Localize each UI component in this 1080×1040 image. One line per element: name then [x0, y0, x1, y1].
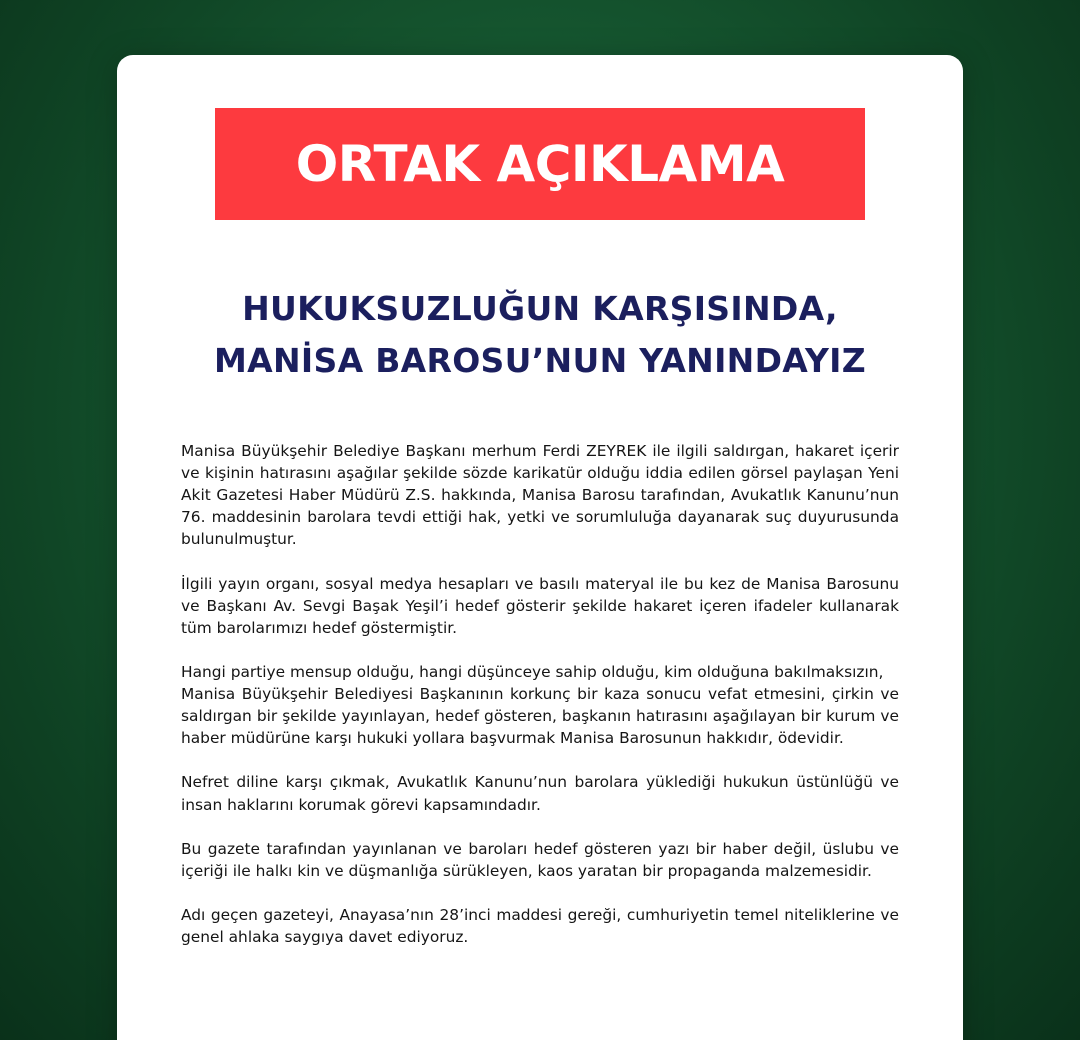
paragraph-6: Adı geçen gazeteyi, Anayasa’nın 28’inci maddesi gereği, cumhuriyetin temel niteliklerine ve genel ahlaka saygıya davet ediyoruz.: [181, 905, 899, 947]
headline-line-2: MANİSA BAROSU’NUN YANINDAYIZ: [214, 341, 866, 380]
paragraph-3: [181, 661, 899, 749]
headline: [117, 283, 963, 387]
paragraph-3-line-2: Manisa Büyükşehir Belediyesi Başkanının korkunç bir kaza sonucu vefat etmesini, çirkin ve saldırgan bir şekilde yayınlayan, hedef gösteren, başkanın hatırasını aşağılayan bir kurum ve haber müdürüne karşı hukuki yollara başvurmak Manisa Barosunun hakkıdır, ödevidir.: [181, 685, 899, 748]
paragraph-2: İlgili yayın organı, sosyal medya hesapları ve basılı materyal ile bu kez de Manisa Barosunu ve Başkanı Av. Sevgi Başak Yeşil’i hedef gösterir şekilde hakaret içeren ifadeler kullanarak tüm barolarımızı hedef göstermiştir.: [181, 574, 899, 637]
statement-card: [117, 55, 963, 1040]
paragraph-3-line-1: Hangi partiye mensup olduğu, hangi düşünceye sahip olduğu, kim olduğuna bakılmaksızın,: [181, 662, 884, 681]
statement-body: [181, 440, 899, 970]
paragraph-4: Nefret diline karşı çıkmak, Avukatlık Kanunu’nun barolara yüklediği hukukun üstünlüğü ve insan haklarını korumak görevi kapsamındadır.: [181, 773, 899, 814]
paragraph-1: Manisa Büyükşehir Belediye Başkanı merhum Ferdi ZEYREK ile ilgili saldırgan, hakaret içerir ve kişinin hatırasını aşağılar şekilde sözde karikatür olduğu iddia edilen görsel paylaşan Yeni Akit Gazetesi Haber Müdürü Z.S. hakkında, Manisa Barosu tarafından, Avukatlık Kanunu’nun 76. maddesinin barolara tevdi ettiği hak, yetki ve sorumluluğa dayanarak suç duyurusunda bulunulmuştur.: [181, 442, 899, 549]
headline-line-1: HUKUKSUZLUĞUN KARŞISINDA,: [242, 289, 838, 328]
paragraph-5: Bu gazete tarafından yayınlanan ve baroları hedef gösteren yazı bir haber değil, üslubu ve içeriği ile halkı kin ve düşmanlığa sürükleyen, kaos yaratan bir propaganda malzemesidir.: [181, 839, 899, 880]
banner-title: ORTAK AÇIKLAMA: [295, 135, 785, 193]
title-banner: [215, 108, 865, 220]
